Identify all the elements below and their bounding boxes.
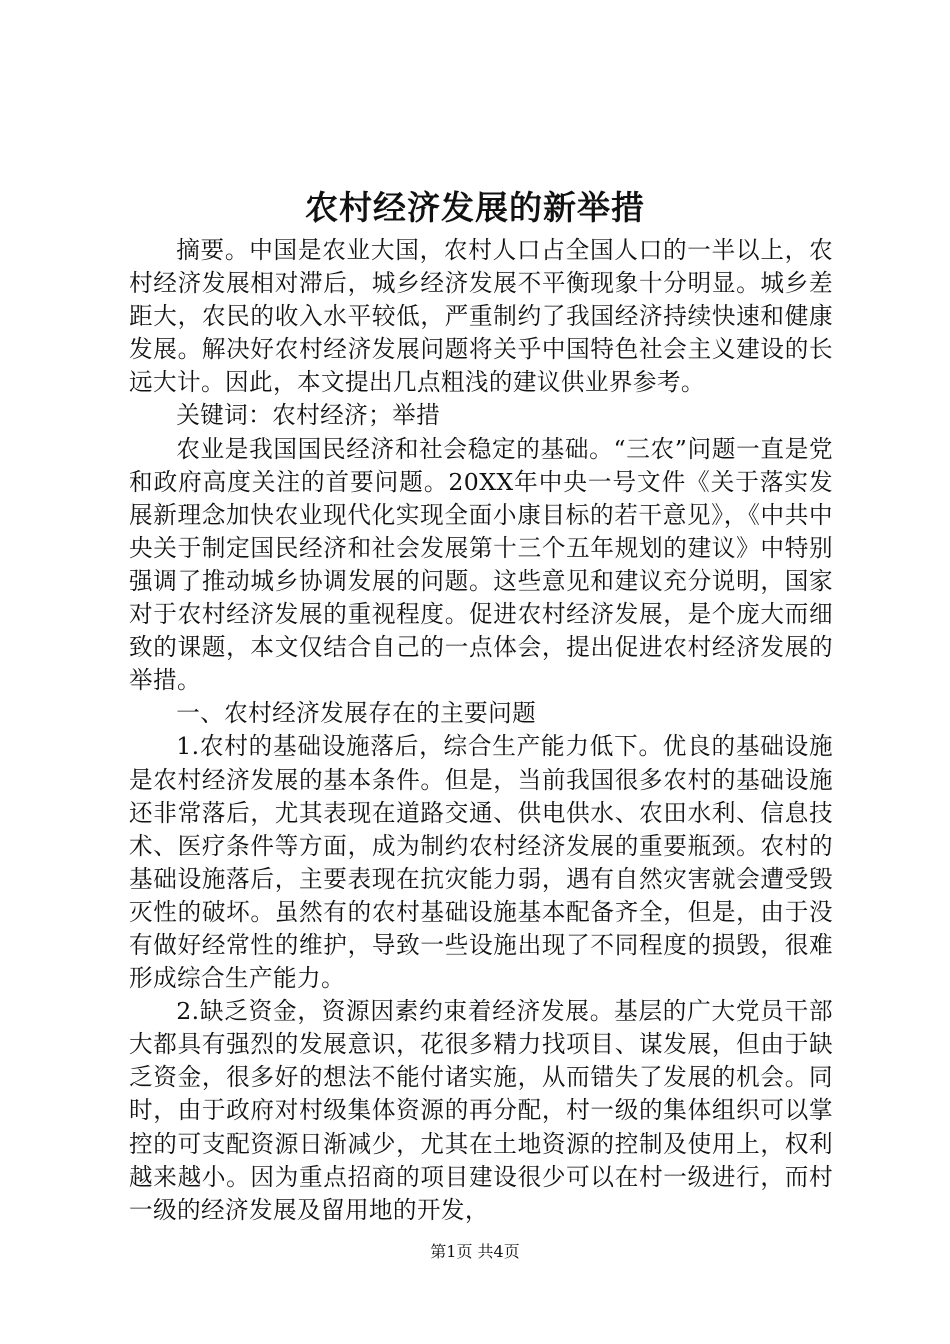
document-body [129, 234, 833, 1227]
abstract-paragraph: 摘要。中国是农业大国，农村人口占全国人口的一半以上，农村经济发展相对滞后，城乡经济发展不平衡现象十分明显。城乡差距大，农民的收入水平较低，严重制约了我国经济持续快速和健康发展。解决好农村经济发展问题将关乎中国特色社会主义建设的长远大计。因此，本文提出几点粗浅的建议供业界参考。 [129, 236, 833, 397]
body-paragraph: 2.缺乏资金，资源因素约束着经济发展。基层的广大党员干部大都具有强烈的发展意识，花很多精力找项目、谋发展，但由于缺乏资金，很多好的想法不能付诸实施，从而错失了发展的机会。同时，由于政府对村级集体资源的再分配，村一级的集体组织可以掌控的可支配资源日渐减少，尤其在土地资源的控制及使用上，权利越来越小。因为重点招商的项目建设很少可以在村一级进行，而村一级的经济发展及留用地的开发， [129, 997, 833, 1224]
keywords-paragraph: 关键词：农村经济；举措 [176, 401, 441, 430]
intro-paragraph: 农业是我国国民经济和社会稳定的基础。“三农”问题一直是党和政府高度关注的首要问题。20XX年中央一号文件《关于落实发展新理念加快农业现代化实现全面小康目标的若干意见》，《中共中央关于制定国民经济和社会发展第十三个五年规划的建议》中特别强调了推动城乡协调发展的问题。这些意见和建议充分说明，国家对于农村经济发展的重视程度。促进农村经济发展，是个庞大而细致的课题，本文仅结合自己的一点体会，提出促进农村经济发展的举措。 [129, 434, 833, 695]
page-footer: 第1页 共4页 [430, 1242, 520, 1261]
body-paragraph: 1.农村的基础设施落后，综合生产能力低下。优良的基础设施是农村经济发展的基本条件。但是，当前我国很多农村的基础设施还非常落后，尤其表现在道路交通、供电供水、农田水利、信息技术、医疗条件等方面，成为制约农村经济发展的重要瓶颈。农村的基础设施落后，主要表现在抗灾能力弱，遇有自然灾害就会遭受毁灭性的破坏。虽然有的农村基础设施基本配备齐全，但是，由于没有做好经常性的维护，导致一些设施出现了不同程度的损毁，很难形成综合生产能力。 [129, 732, 833, 993]
document-title: 农村经济发展的新举措 [305, 188, 645, 227]
section-heading: 一、农村经济发展存在的主要问题 [176, 699, 537, 728]
